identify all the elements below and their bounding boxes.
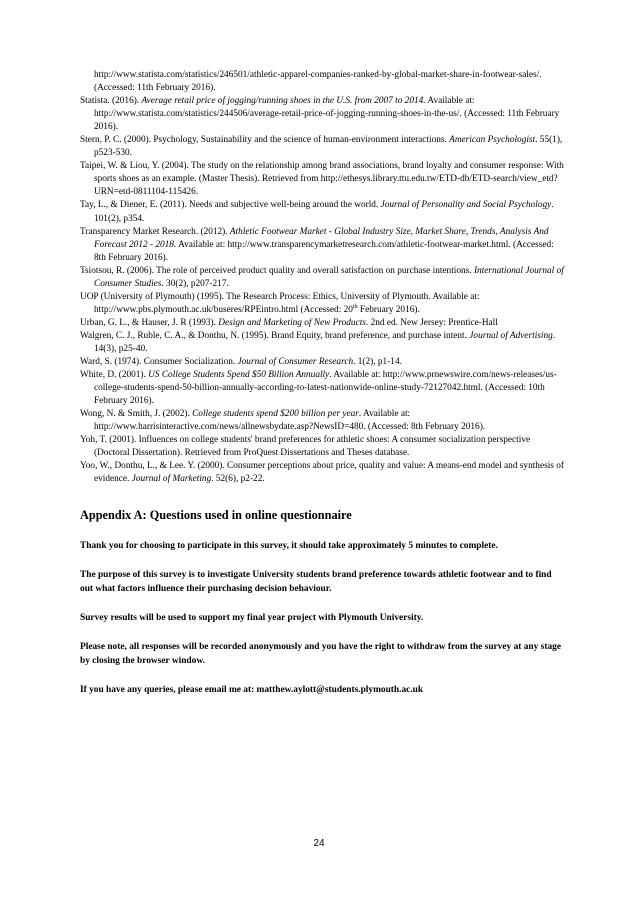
reference-text: . 14(3), p25-40. bbox=[94, 330, 556, 354]
reference-text: Stern, P. C. (2000). Psychology, Sustainability and the science of human-environment interactions. bbox=[80, 135, 450, 146]
reference-journal: Journal of Consumer Research bbox=[237, 357, 354, 368]
reference-text: . 30(2), p207-217. bbox=[161, 278, 229, 289]
reference-title: Design and Marketing of New Products bbox=[218, 317, 366, 328]
reference-text: White, D. (2001). bbox=[80, 370, 149, 381]
reference-entry bbox=[80, 199, 566, 225]
reference-text: . 1(2), p1-14. bbox=[353, 357, 402, 368]
reference-entry bbox=[80, 265, 566, 291]
reference-text: February 2016). bbox=[357, 304, 420, 315]
reference-entry bbox=[80, 69, 566, 95]
reference-entry bbox=[80, 434, 566, 460]
reference-text: Yoh, T. (2001). Influences on college students' brand preferences for athletic shoes: A consumer socialization perspective (Doctoral Dissertation). Retrieved from ProQuest Dissertations and Theses database. bbox=[80, 435, 531, 459]
reference-text: Available at: http://www.transparencymarketresearch.com/athletic-footwear-market.html. (Accessed: 8th February 2016). bbox=[94, 239, 554, 263]
reference-entry bbox=[80, 369, 566, 408]
reference-entry bbox=[80, 356, 566, 369]
page-number: 24 bbox=[313, 838, 325, 849]
reference-title: Average retail price of jogging/running shoes in the U.S. from 2007 to 2014. bbox=[141, 96, 426, 107]
reference-entry bbox=[80, 160, 566, 199]
reference-text: . Available at: http://www.prnewswire.com/news-releases/us-college-students-spend-50-billion-annually-according-to-latest-nationwide-online-study-72127042.html. (Accessed: 10th February 2016). bbox=[94, 370, 557, 407]
reference-text: Wong, N. & Smith, J. (2002). bbox=[80, 409, 193, 420]
reference-journal: Journal of Marketing bbox=[131, 474, 212, 485]
reference-text: Statista. (2016). bbox=[80, 96, 142, 107]
reference-entry bbox=[80, 226, 566, 265]
reference-entry bbox=[80, 460, 566, 486]
reference-text: UOP (University of Plymouth) (1995). The Research Process: Ethics, University of Plymouth. Available at: http://www.pbs.plymouth.ac.uk/buseres/RPEintro.html (Accessed: 20 bbox=[80, 291, 480, 315]
anonymity-paragraph: Please note, all responses will be recorded anonymously and you have the right to withdraw from the survey at any stage by closing the browser window. bbox=[80, 642, 561, 666]
reference-list bbox=[80, 69, 566, 487]
reference-text: . Available at: http://www.harrisinteractive.com/news/allnewsbydate.asp?NewsID=480. (Accessed: 8th February 2016). bbox=[94, 409, 486, 433]
reference-text: http://www.statista.com/statistics/246501/athletic-apparel-companies-ranked-by-global-market-share-in-footwear-sales/. (Accessed: 11th February 2016). bbox=[94, 70, 542, 94]
reference-text: Walgren, C. J., Ruble, C. A., & Donthu, N. (1995). Brand Equity, brand preference, and purchase intent. bbox=[80, 330, 470, 341]
reference-text: . 101(2), p354. bbox=[94, 200, 554, 224]
reference-title: Athletic Footwear Market - Global Industry Size, Market Share, Trends, Analysis And Forecast 2012 - 2018. bbox=[94, 226, 549, 250]
appendix-heading: Appendix A: Questions used in online questionnaire bbox=[80, 508, 352, 522]
reference-text: Tsiotsou, R. (2006). The role of perceived product quality and overall satisfaction on purchase intentions. bbox=[80, 265, 474, 276]
reference-entry bbox=[80, 408, 566, 434]
reference-text: . 52(6), p2-22. bbox=[211, 474, 265, 485]
reference-entry bbox=[80, 291, 566, 317]
purpose-paragraph: The purpose of this survey is to investigate University students brand preference towards athletic footwear and to find out what factors influence their purchasing decision behaviour. bbox=[80, 570, 552, 594]
reference-title: College students spend $200 billion per year bbox=[192, 409, 359, 420]
reference-entry bbox=[80, 134, 566, 160]
reference-text: Taipei, W. & Liou, Y. (2004). The study on the relationship among brand associations, brand loyalty and consumer response: With sports shoes as an example. (Master Thesis). Retrieved from http://ethesys.library.ttu.edu.tw/ETD-db/ETD-search/view_etd?URN=etd-0811104-115426. bbox=[80, 161, 564, 198]
reference-text: Transparency Market Research. (2012). bbox=[80, 226, 230, 237]
reference-title: US College Students Spend $50 Billion Annually bbox=[148, 370, 330, 381]
reference-text: Available at: http://www.statista.com/statistics/244506/average-retail-price-of-jogging-running-shoes-in-the-us/. (Accessed: 11th February 2016). bbox=[94, 96, 560, 133]
ordinal-superscript: th bbox=[352, 303, 358, 310]
reference-text: . 55(1), p523-530. bbox=[94, 135, 563, 159]
results-paragraph: Survey results will be used to support my final year project with Plymouth University. bbox=[80, 613, 424, 623]
intro-paragraph: Thank you for choosing to participate in this survey, it should take approximately 5 minutes to complete. bbox=[80, 541, 498, 551]
reference-text: Yoo, W., Donthu, L., & Lee. Y. (2000). Consumer perceptions about price, quality and value: A means-end model and synthesis of evidence. bbox=[80, 461, 564, 485]
reference-journal: International Journal of Consumer Studies bbox=[94, 265, 564, 289]
reference-entry bbox=[80, 95, 566, 134]
reference-journal: Journal of Personality and Social Psychology bbox=[380, 200, 552, 211]
reference-text: Tay, L., & Diener, E. (2011). Needs and subjective well-being around the world. bbox=[80, 200, 381, 211]
reference-journal: American Psychologist bbox=[449, 135, 536, 146]
reference-entry bbox=[80, 317, 566, 330]
contact-paragraph: If you have any queries, please email me at: matthew.aylott@students.plymouth.ac.uk bbox=[80, 685, 424, 695]
appendix-section bbox=[80, 508, 566, 712]
reference-journal: Journal of Advertising bbox=[469, 330, 553, 341]
reference-text: . 2nd ed. New Jersey: Prentice-Hall bbox=[365, 317, 498, 328]
reference-entry bbox=[80, 330, 566, 356]
reference-text: Ward, S. (1974). Consumer Socialization. bbox=[80, 357, 238, 368]
reference-text: Urban, G. L., & Hauser, J. R (1993). bbox=[80, 317, 219, 328]
